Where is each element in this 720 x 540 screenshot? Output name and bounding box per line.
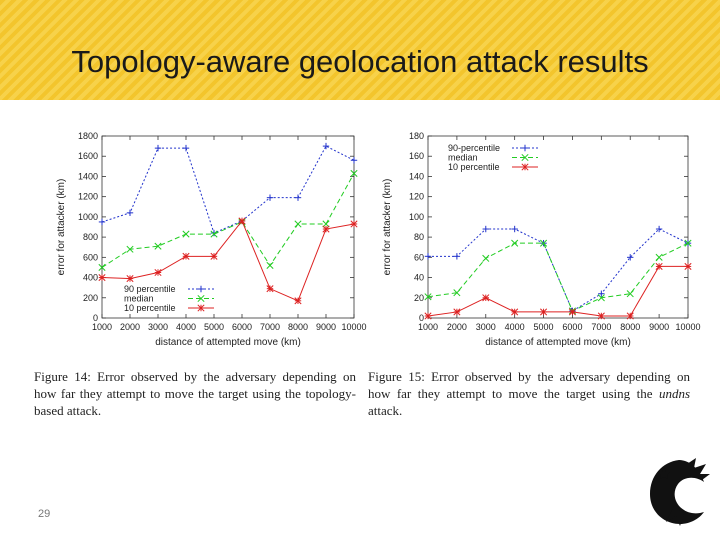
data-point bbox=[239, 218, 245, 224]
x-tick-label: 5000 bbox=[203, 322, 225, 332]
data-point bbox=[685, 263, 691, 269]
y-tick-label: 1200 bbox=[77, 191, 98, 202]
y-tick-label: 0 bbox=[92, 313, 98, 323]
data-point bbox=[540, 309, 546, 315]
x-tick-label: 2000 bbox=[119, 322, 141, 332]
data-point bbox=[267, 285, 273, 291]
x-tick-label: 3000 bbox=[147, 322, 169, 332]
chart-undns-attack bbox=[368, 128, 701, 353]
x-axis-label: distance of attempted move (km) bbox=[485, 337, 631, 348]
data-point bbox=[511, 226, 517, 232]
x-tick-label: 9000 bbox=[315, 322, 337, 332]
figure-14-caption-text: Figure 14: Error observed by the adversary depending on how far they attempt to move the target using the topology-based attack. bbox=[34, 369, 356, 418]
y-axis-label: error for attacker (km) bbox=[382, 178, 393, 276]
x-tick-label: 1000 bbox=[417, 322, 439, 332]
y-tick-label: 800 bbox=[82, 232, 98, 243]
x-tick-label: 2000 bbox=[446, 322, 467, 332]
data-point bbox=[483, 255, 489, 261]
chart-topology-attack bbox=[30, 128, 367, 353]
y-tick-label: 600 bbox=[82, 252, 98, 263]
data-point bbox=[127, 275, 133, 281]
figure-15-caption-prefix: Figure 15: Error observed by the adversary depending on how far they attempt to move the target using the bbox=[368, 369, 690, 401]
data-point bbox=[155, 269, 161, 275]
x-axis-label: distance of attempted move (km) bbox=[155, 337, 301, 348]
legend-marker bbox=[522, 164, 528, 170]
data-point bbox=[127, 210, 133, 216]
y-tick-label: 80 bbox=[413, 232, 424, 243]
pegasus-logo bbox=[644, 456, 714, 528]
y-tick-label: 100 bbox=[408, 211, 424, 222]
y-tick-label: 180 bbox=[408, 131, 424, 141]
data-point bbox=[425, 313, 431, 319]
data-point bbox=[295, 298, 301, 304]
data-point bbox=[183, 145, 189, 151]
legend-label: median bbox=[448, 152, 478, 163]
x-tick-label: 1000 bbox=[91, 322, 113, 332]
slide-title: Topology-aware geolocation attack results bbox=[71, 44, 649, 79]
legend-label: 10 percentile bbox=[448, 162, 500, 172]
legend-label: median bbox=[124, 293, 154, 304]
y-tick-label: 60 bbox=[413, 252, 424, 263]
data-point bbox=[656, 254, 662, 260]
figure-15-caption-suffix: attack. bbox=[368, 403, 403, 418]
legend-label: 10 percentile bbox=[124, 303, 176, 313]
data-point bbox=[155, 145, 161, 151]
data-point bbox=[267, 262, 273, 268]
y-tick-label: 140 bbox=[408, 171, 424, 182]
figure-15-caption bbox=[368, 368, 690, 419]
y-tick-label: 1800 bbox=[77, 131, 98, 141]
y-tick-label: 0 bbox=[418, 313, 424, 323]
y-axis-label: error for attacker (km) bbox=[56, 178, 67, 276]
data-point bbox=[425, 253, 431, 259]
legend-marker bbox=[198, 286, 204, 292]
figure-15-caption-italic: undns bbox=[658, 386, 690, 401]
data-point bbox=[627, 313, 633, 319]
y-tick-label: 20 bbox=[413, 292, 424, 303]
data-point bbox=[569, 309, 575, 315]
legend-label: 90-percentile bbox=[448, 143, 501, 153]
x-tick-label: 6000 bbox=[231, 322, 253, 332]
x-tick-label: 5000 bbox=[533, 322, 554, 332]
data-point bbox=[351, 221, 357, 227]
x-tick-label: 7000 bbox=[591, 322, 612, 332]
legend-marker bbox=[522, 145, 528, 151]
data-point bbox=[295, 221, 301, 227]
data-point bbox=[183, 253, 189, 259]
data-point bbox=[598, 313, 604, 319]
data-point bbox=[454, 309, 460, 315]
x-tick-label: 6000 bbox=[562, 322, 583, 332]
data-point bbox=[351, 157, 357, 163]
x-tick-label: 9000 bbox=[649, 322, 670, 332]
y-tick-label: 200 bbox=[82, 292, 98, 303]
legend-marker bbox=[198, 305, 204, 311]
series-line-0 bbox=[102, 146, 354, 233]
data-point bbox=[323, 226, 329, 232]
x-tick-label: 7000 bbox=[259, 322, 281, 332]
data-point bbox=[483, 295, 489, 301]
data-point bbox=[656, 263, 662, 269]
data-point bbox=[323, 143, 329, 149]
x-tick-label: 3000 bbox=[475, 322, 496, 332]
series-line-1 bbox=[428, 243, 688, 311]
y-tick-label: 120 bbox=[408, 191, 424, 202]
y-tick-label: 160 bbox=[408, 151, 424, 162]
x-tick-label: 8000 bbox=[287, 322, 309, 332]
y-tick-label: 1400 bbox=[77, 171, 98, 182]
page-number: 29 bbox=[38, 508, 51, 520]
figure-14-caption bbox=[34, 368, 356, 419]
series-line-2 bbox=[428, 266, 688, 316]
x-tick-label: 8000 bbox=[620, 322, 641, 332]
data-point bbox=[99, 274, 105, 280]
y-tick-label: 40 bbox=[413, 272, 424, 283]
x-tick-label: 4000 bbox=[504, 322, 525, 332]
data-point bbox=[211, 253, 217, 259]
x-tick-label: 4000 bbox=[175, 322, 197, 332]
x-tick-label: 10000 bbox=[675, 322, 701, 332]
data-point bbox=[183, 231, 189, 237]
legend-label: 90 percentile bbox=[124, 284, 176, 294]
y-tick-label: 400 bbox=[82, 272, 98, 283]
data-point bbox=[511, 309, 517, 315]
y-tick-label: 1600 bbox=[77, 151, 98, 162]
y-tick-label: 1000 bbox=[77, 211, 98, 222]
data-point bbox=[295, 194, 301, 200]
data-point bbox=[99, 219, 105, 225]
x-tick-label: 10000 bbox=[341, 322, 367, 332]
